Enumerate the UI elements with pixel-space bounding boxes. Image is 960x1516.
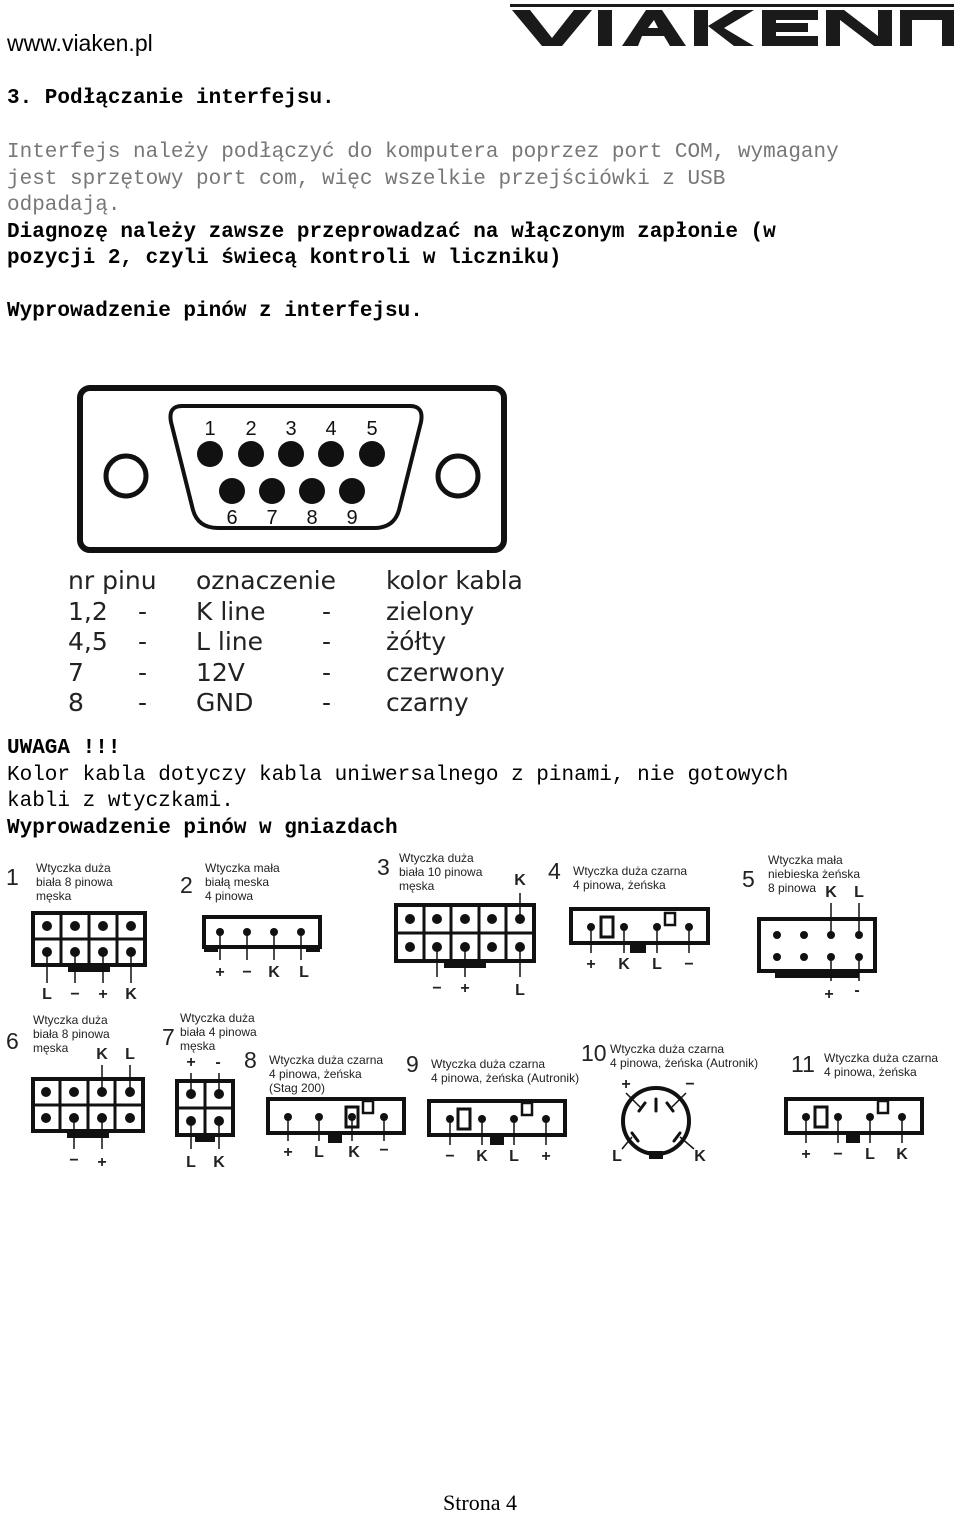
socket-number: 2 (180, 872, 193, 898)
socket-desc: 4 pinowa, żeńska (269, 1067, 362, 1081)
warning-title: UWAGA !!! (7, 737, 121, 760)
socket-desc: biała 8 pinowa (36, 875, 113, 889)
socket-10 (581, 1040, 758, 1165)
diag-line-1: Diagnozę należy zawsze przeprowadzać na włączonym zapłonie (w (7, 220, 776, 244)
pin-label: + (283, 1144, 293, 1161)
pin-label: + (801, 1146, 811, 1163)
db9-pin-label: 4 (325, 418, 337, 440)
socket-8 (244, 1047, 404, 1161)
cell-pin: 4,5 (68, 627, 108, 656)
socket-desc: Wtyczka duża czarna (573, 864, 688, 878)
col-header-color: kolor kabla (386, 566, 523, 595)
pin-label: - (215, 1054, 221, 1071)
socket-11 (786, 1051, 938, 1163)
pin-label: − (379, 1142, 389, 1159)
pin-label: L (854, 884, 864, 901)
socket-desc: męska (36, 889, 72, 903)
socket-desc: 4 pinowa, żeńska (573, 878, 666, 892)
cell-pin: 1,2 (68, 596, 108, 626)
pin-label: L (515, 982, 525, 999)
cell-dash: - (322, 657, 332, 687)
cell-dash: - (322, 596, 332, 626)
socket-number: 4 (548, 858, 561, 884)
intro-line-3: odpadają. (7, 194, 121, 217)
socket-desc: niebieska żeńska (768, 867, 861, 881)
socket-desc: Wtyczka duża (33, 1013, 108, 1027)
socket-number: 3 (377, 854, 390, 880)
pin-label: L (612, 1148, 622, 1165)
socket-desc: 4 pinowa (205, 889, 254, 903)
socket-3 (377, 851, 534, 999)
pin-label: + (541, 1148, 551, 1165)
col-header-pin: nr pinu (68, 566, 157, 595)
socket-9 (406, 1051, 579, 1165)
pin-label: + (186, 1054, 196, 1071)
pin-label: L (42, 986, 52, 1003)
intro-line-2: jest sprzętowy port com, więc wszelkie przejściówki z USB (7, 167, 726, 191)
socket-number: 7 (162, 1024, 175, 1050)
pin-label: K (825, 884, 837, 901)
socket-number: 11 (791, 1051, 815, 1077)
page-number: Strona 4 (443, 1490, 517, 1515)
socket-desc: 8 pinowa (768, 881, 817, 895)
db9-pin-label: 3 (285, 418, 297, 440)
socket-desc: biała 10 pinowa (399, 865, 483, 879)
socket-desc: 4 pinowa, żeńska (824, 1065, 917, 1079)
cell-name: L line (196, 627, 263, 656)
cell-color: czarny (386, 688, 469, 717)
pin-label: − (685, 1076, 695, 1093)
socket-4 (548, 858, 708, 973)
pin-label: − (432, 980, 442, 997)
site-url[interactable]: www.viaken.pl (7, 30, 153, 56)
cell-color: czerwony (386, 657, 505, 687)
pin-label: + (97, 1154, 107, 1171)
socket-desc: (Stag 200) (269, 1081, 326, 1095)
db9-connector-diagram (74, 384, 510, 556)
pin-label: L (509, 1148, 519, 1165)
intro-line-1: Interfejs należy podłączyć do komputera poprzez port COM, wymagany (7, 141, 839, 164)
pin-label: K (694, 1148, 706, 1165)
pinout-heading: Wyprowadzenie pinów z interfejsu. (7, 300, 423, 323)
socket-number: 9 (406, 1051, 419, 1077)
db9-pin-label: 9 (346, 507, 358, 529)
cell-dash: - (322, 627, 332, 656)
sockets-heading: Wyprowadzenie pinów w gniazdach (7, 816, 398, 840)
socket-desc: biała 8 pinowa (33, 1027, 110, 1041)
socket-desc: Wtyczka duża czarna (269, 1053, 384, 1067)
db9-pin-label: 7 (266, 507, 278, 529)
pin-label: − (69, 1152, 79, 1169)
pin-label: K (213, 1154, 225, 1171)
cell-color: zielony (386, 596, 475, 626)
socket-desc: białą meska (205, 875, 270, 889)
socket-desc: męska (399, 879, 435, 893)
pin-label: K (514, 872, 526, 889)
pin-label: K (96, 1046, 108, 1063)
db9-pin-label: 5 (366, 418, 378, 440)
cell-dash: - (138, 657, 148, 687)
socket-desc: biała 4 pinowa (180, 1025, 257, 1039)
db9-pin-label: 2 (245, 418, 257, 440)
cell-dash: - (138, 596, 148, 626)
db9-pin-label: 1 (204, 418, 216, 440)
socket-desc: Wtyczka duża (399, 851, 474, 865)
pin-label: − (242, 964, 252, 981)
warning-line-2: kabli z wtyczkami. (7, 790, 234, 813)
pin-label: L (186, 1154, 196, 1171)
cell-pin: 7 (68, 657, 84, 687)
pin-label: L (652, 956, 662, 973)
diag-line-2: pozycji 2, czyli świecą kontroli w liczniku) (7, 247, 562, 270)
pin-label: K (618, 956, 630, 973)
pin-label: + (621, 1076, 631, 1093)
socket-1 (6, 861, 145, 1003)
pin-label: + (460, 980, 470, 997)
pin-label: + (586, 956, 596, 973)
socket-desc: Wtyczka mała (768, 853, 843, 867)
pin-label: L (299, 964, 309, 981)
socket-desc: Wtyczka duża czarna (431, 1057, 546, 1071)
pin-label: - (854, 982, 860, 999)
cell-name: GND (196, 688, 254, 717)
sockets-diagram (0, 845, 960, 1175)
socket-desc: 4 pinowa, żeńska (Autronik) (610, 1056, 759, 1070)
pin-label: − (70, 986, 80, 1003)
socket-2 (180, 861, 320, 981)
cell-dash: - (322, 688, 332, 717)
cell-pin: 8 (68, 688, 84, 717)
pin-label: + (98, 986, 108, 1003)
cell-name: 12V (196, 657, 245, 687)
pin-label: L (865, 1146, 875, 1163)
pin-label: + (215, 964, 225, 981)
socket-number: 6 (6, 1028, 19, 1054)
socket-6 (6, 1013, 143, 1171)
pin-label: L (125, 1046, 135, 1063)
db9-pin-label: 8 (306, 507, 318, 529)
pin-label: K (125, 986, 137, 1003)
socket-5 (742, 853, 875, 1003)
pin-label: K (348, 1144, 360, 1161)
col-header-name: oznaczenie (196, 566, 337, 595)
socket-desc: Wtyczka duża czarna (610, 1042, 725, 1056)
socket-desc: Wtyczka duża czarna (824, 1051, 939, 1065)
pin-label: K (268, 964, 280, 981)
pin-label: K (896, 1146, 908, 1163)
socket-desc: 4 pinowa, żeńska (Autronik) (431, 1071, 580, 1085)
socket-number: 10 (581, 1040, 607, 1066)
socket-7 (162, 1011, 257, 1171)
socket-number: 5 (742, 866, 755, 892)
pin-label: − (445, 1148, 455, 1165)
socket-desc: Wtyczka duża (180, 1011, 255, 1025)
pin-label: − (684, 956, 694, 973)
socket-desc: męska (180, 1039, 216, 1053)
socket-desc: Wtyczka mała (205, 861, 280, 875)
pin-label: − (833, 1146, 843, 1163)
pin-label: L (314, 1144, 324, 1161)
section-title: 3. Podłączanie interfejsu. (7, 87, 335, 110)
pin-label: K (476, 1148, 488, 1165)
pin-label: + (824, 986, 834, 1003)
socket-number: 8 (244, 1047, 257, 1073)
viaken-logo (508, 2, 956, 48)
cell-dash: - (138, 688, 148, 717)
cell-dash: - (138, 627, 148, 656)
socket-desc: męska (33, 1041, 69, 1055)
cell-name: K line (196, 596, 266, 626)
cell-color: żółty (386, 627, 447, 656)
socket-number: 1 (6, 864, 19, 890)
socket-desc: Wtyczka duża (36, 861, 111, 875)
warning-line-1: Kolor kabla dotyczy kabla uniwersalnego z pinami, nie gotowych (7, 763, 789, 787)
db9-pin-label: 6 (226, 507, 238, 529)
